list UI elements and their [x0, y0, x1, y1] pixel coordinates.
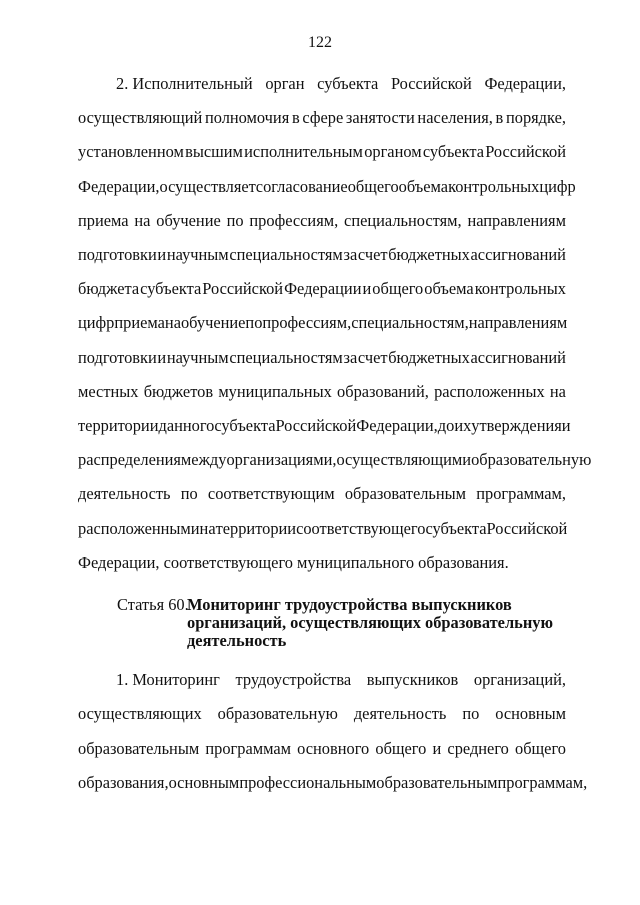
word: деятельность: [353, 704, 447, 724]
text-line: [78, 552, 566, 574]
word: научным: [166, 245, 229, 264]
article-title-line: Мониторинг трудоустройства выпускников: [187, 595, 512, 614]
word: сфере: [302, 108, 344, 128]
word: объема: [398, 176, 449, 196]
word: согласование: [255, 176, 348, 196]
word: общего: [347, 176, 399, 196]
word: данного: [158, 416, 215, 435]
word: Федерации,: [78, 176, 160, 196]
word: счет: [357, 347, 388, 367]
word: бюджетных: [388, 347, 470, 367]
article-title: [187, 596, 553, 650]
word: субъекта: [140, 279, 202, 299]
word: осуществляющих: [78, 704, 202, 724]
text-line: [78, 210, 566, 232]
word: Российской: [275, 416, 357, 435]
word: по: [180, 484, 198, 504]
word: в: [495, 108, 504, 128]
word: контрольных: [474, 279, 566, 299]
word: их: [454, 416, 472, 435]
word: цифр: [78, 313, 115, 333]
word: подготовки: [78, 347, 157, 367]
word: профессиональным: [239, 772, 377, 792]
text-line: [116, 669, 566, 691]
word: общего: [515, 738, 566, 758]
article-label: Статья 60.: [117, 595, 189, 614]
word: цифр: [539, 176, 576, 196]
word: трудоустройства: [235, 670, 352, 689]
word: профессиям,: [262, 313, 352, 333]
word: основного: [297, 738, 370, 758]
word: выпускников: [366, 670, 459, 689]
word: бюджетов: [143, 381, 214, 401]
word: территории: [78, 416, 159, 435]
word: исполнительным: [244, 142, 363, 162]
word: за: [343, 245, 358, 264]
word: объема: [424, 279, 474, 299]
word: обучение: [156, 210, 221, 230]
word: специальностям,: [344, 210, 462, 230]
word: среднего: [447, 738, 509, 758]
word: бюджета: [78, 279, 140, 299]
word: и: [561, 416, 571, 435]
word: субъекта: [214, 416, 276, 435]
article-title-line: деятельность: [187, 631, 287, 650]
word: на: [549, 381, 566, 401]
word: специальностям: [229, 347, 343, 367]
word: направлениям: [467, 210, 566, 230]
text-line: [78, 141, 566, 163]
word: населения,: [417, 108, 493, 128]
word: контрольных: [448, 176, 540, 196]
word: организаций,: [473, 670, 566, 689]
word: деятельность: [78, 484, 171, 504]
word: направлениям: [468, 313, 568, 333]
word: образовательным: [78, 738, 200, 758]
article-title-line: организаций, осуществляющих образовательную: [187, 613, 553, 632]
word: установленном: [78, 142, 184, 162]
word: субъекта: [422, 142, 484, 162]
word: на: [164, 313, 181, 333]
word: образовательным: [344, 484, 467, 504]
word: и: [362, 279, 372, 299]
word: приема: [78, 210, 129, 230]
text-line: [78, 107, 566, 129]
text-line: [78, 703, 566, 725]
word: программам,: [497, 772, 588, 792]
word: орган: [265, 74, 305, 93]
word: 2. Исполнительный: [116, 74, 253, 93]
word: 1. Мониторинг: [116, 670, 220, 689]
word: Федерации,: [484, 74, 566, 93]
word: Федерации,: [356, 416, 438, 435]
word: по: [462, 704, 480, 724]
word: осуществляющими: [336, 450, 472, 470]
text-line: [78, 347, 566, 369]
word: расположенными: [78, 518, 200, 538]
word: полномочия: [204, 108, 290, 128]
word: утверждения: [471, 416, 562, 435]
word: приема: [114, 313, 165, 333]
word: расположенных: [434, 381, 545, 401]
word: муниципальных: [218, 381, 332, 401]
word: подготовки: [78, 245, 157, 264]
word: бюджетных: [388, 245, 470, 264]
text-line: [78, 483, 566, 505]
word: специальностям: [229, 245, 343, 264]
word: научным: [166, 347, 229, 367]
word: Российской: [390, 74, 472, 93]
word: между: [180, 450, 227, 470]
text-line: [78, 415, 571, 437]
word: до: [437, 416, 455, 435]
word: занятости: [345, 108, 415, 128]
word: профессиям,: [249, 210, 339, 230]
word: специальностям,: [351, 313, 469, 333]
word: порядке,: [505, 108, 566, 128]
word: общего: [372, 279, 424, 299]
word: образовательную: [217, 704, 338, 724]
word: основным: [168, 772, 240, 792]
word: образования,: [78, 772, 169, 792]
word: организациями,: [226, 450, 337, 470]
text-line: [78, 176, 576, 198]
article-heading: [117, 595, 553, 650]
word: в: [291, 108, 300, 128]
word: соответствующим: [207, 484, 335, 504]
word: местных: [78, 381, 139, 401]
word: распределения: [78, 450, 181, 470]
text-line: [78, 449, 592, 471]
word: высшим: [185, 142, 243, 162]
word: Федерации: [284, 279, 362, 299]
word: ассигнований: [470, 245, 566, 264]
word: Российской: [202, 279, 284, 299]
word: общего: [375, 738, 427, 758]
word: и: [157, 347, 167, 367]
word: Российской: [485, 142, 566, 162]
text-line: [78, 772, 588, 794]
word: и: [157, 245, 167, 264]
word: соответствующего: [296, 518, 426, 538]
word: и: [432, 738, 442, 758]
word: по: [226, 210, 244, 230]
text-line: [78, 381, 566, 403]
word: Российской: [486, 518, 568, 538]
word: на: [199, 518, 216, 538]
word: обучение: [180, 313, 246, 333]
word: Федерации, соответствующего муниципального образования.: [78, 552, 509, 572]
word: образовательную: [471, 450, 592, 470]
word: ассигнований: [470, 347, 566, 367]
text-line: [116, 73, 566, 95]
text-line: [78, 244, 566, 266]
text-line: [78, 312, 566, 334]
word: субъекта: [317, 74, 379, 93]
word: образовательным: [376, 772, 498, 792]
word: по: [245, 313, 263, 333]
page-number: 122: [308, 34, 332, 51]
word: территории: [215, 518, 297, 538]
word: основным: [495, 704, 566, 724]
word: счет: [357, 245, 388, 264]
word: органом: [364, 142, 422, 162]
word: осуществляет: [159, 176, 256, 196]
word: осуществляющий: [78, 108, 203, 128]
word: образований,: [337, 381, 429, 401]
word: за: [343, 347, 358, 367]
word: на: [134, 210, 151, 230]
word: программам: [205, 738, 291, 758]
text-line: [78, 518, 566, 540]
word: субъекта: [425, 518, 487, 538]
text-line: [78, 738, 566, 760]
text-line: [78, 278, 566, 300]
word: программам,: [476, 484, 566, 504]
